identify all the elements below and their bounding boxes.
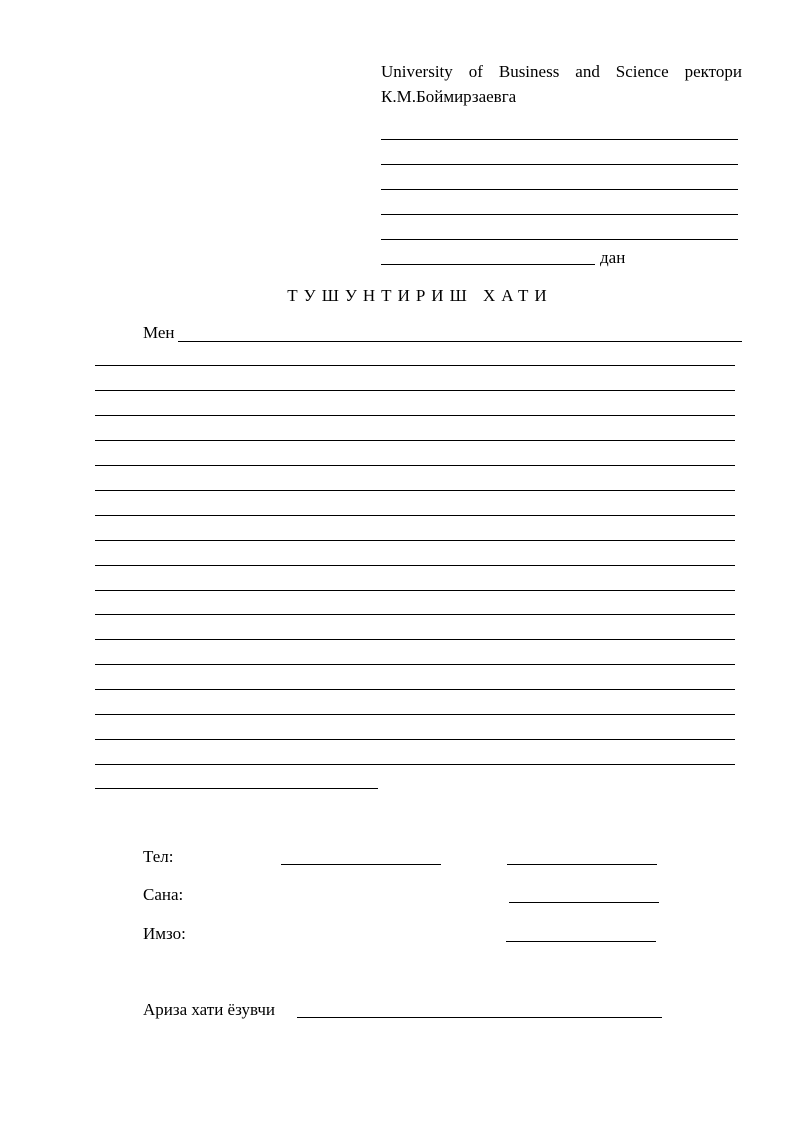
body-line[interactable] — [95, 764, 735, 765]
sender-line[interactable] — [381, 139, 738, 140]
body-last-line[interactable] — [95, 788, 378, 789]
body-line[interactable] — [95, 714, 735, 715]
addressee-line-1: University of Business and Science ректори — [381, 62, 742, 81]
sender-line[interactable] — [381, 189, 738, 190]
sender-line[interactable] — [381, 164, 738, 165]
body-line[interactable] — [95, 440, 735, 441]
document-title: ТУШУНТИРИШ ХАТИ — [287, 286, 553, 305]
author-line[interactable] — [297, 1017, 662, 1018]
body-line[interactable] — [95, 415, 735, 416]
author-label: Ариза хати ёзувчи — [143, 1000, 275, 1019]
date-label: Сана: — [143, 885, 184, 904]
body-line[interactable] — [95, 739, 735, 740]
signature-label: Имзо: — [143, 924, 186, 943]
body-line[interactable] — [95, 365, 735, 366]
body-line[interactable] — [95, 614, 735, 615]
signature-line[interactable] — [506, 941, 656, 942]
sender-suffix: дан — [600, 248, 626, 267]
body-line[interactable] — [95, 390, 735, 391]
tel-number-line[interactable] — [281, 864, 441, 865]
body-line[interactable] — [95, 515, 735, 516]
body-line[interactable] — [95, 639, 735, 640]
tel-label: Тел: — [143, 847, 174, 866]
body-line[interactable] — [95, 664, 735, 665]
date-line[interactable] — [509, 902, 659, 903]
body-first-line[interactable] — [178, 341, 742, 342]
body-line[interactable] — [95, 465, 735, 466]
tel-extra-line[interactable] — [507, 864, 657, 865]
addressee-block — [381, 59, 742, 109]
sender-line[interactable] — [381, 214, 738, 215]
body-line[interactable] — [95, 689, 735, 690]
body-line[interactable] — [95, 590, 735, 591]
sender-name-line[interactable] — [381, 264, 595, 265]
body-start-text: Мен — [143, 323, 175, 342]
sender-line[interactable] — [381, 239, 738, 240]
body-line[interactable] — [95, 540, 735, 541]
body-line[interactable] — [95, 490, 735, 491]
body-line[interactable] — [95, 565, 735, 566]
addressee-line-2: К.М.Боймирзаевга — [381, 87, 517, 106]
